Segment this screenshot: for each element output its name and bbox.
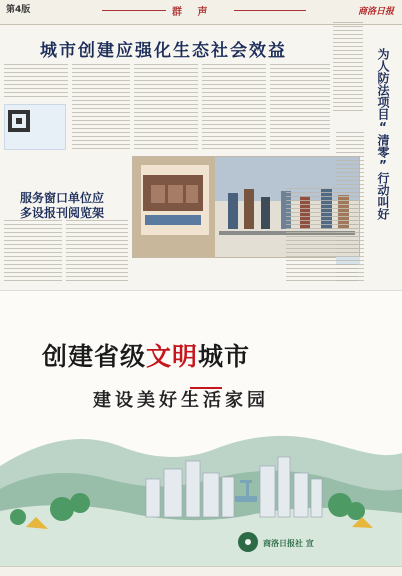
left-article-column-1 bbox=[4, 220, 62, 284]
right-column-text bbox=[333, 22, 363, 112]
main-article-column-5 bbox=[270, 64, 330, 152]
main-article-column-4 bbox=[202, 64, 266, 152]
qr-code-dot bbox=[16, 118, 22, 124]
edition-label: 第4版 bbox=[6, 5, 31, 15]
ad-subtitle: 建设美好生活家园 bbox=[93, 390, 269, 411]
left-article-column-2 bbox=[66, 220, 128, 284]
main-article-column-1 bbox=[4, 64, 68, 98]
section-divider-right bbox=[234, 10, 306, 11]
ad-logo-inner bbox=[245, 539, 251, 545]
main-article-title: 城市创建应强化生态社会效益 bbox=[40, 41, 287, 61]
ad-background-art bbox=[0, 291, 402, 576]
right-article-text bbox=[336, 132, 364, 282]
ad-main-title: 创建省级文明城市 bbox=[42, 342, 251, 371]
section-title: 群 声 bbox=[172, 7, 214, 18]
section-divider-left bbox=[102, 10, 166, 11]
main-article-column-3 bbox=[134, 64, 198, 152]
left-article-title: 服务窗口单位应 多设报刊阅览架 bbox=[20, 191, 105, 220]
main-article-column-2 bbox=[72, 64, 130, 152]
vertical-article-title: 为人防法项目“清零”行动叫好 bbox=[376, 48, 390, 220]
newspaper-logo: 商洛日报 bbox=[357, 7, 394, 17]
ad-publisher: 商洛日报社 宣 bbox=[263, 539, 314, 548]
advertisement-banner bbox=[0, 290, 402, 576]
